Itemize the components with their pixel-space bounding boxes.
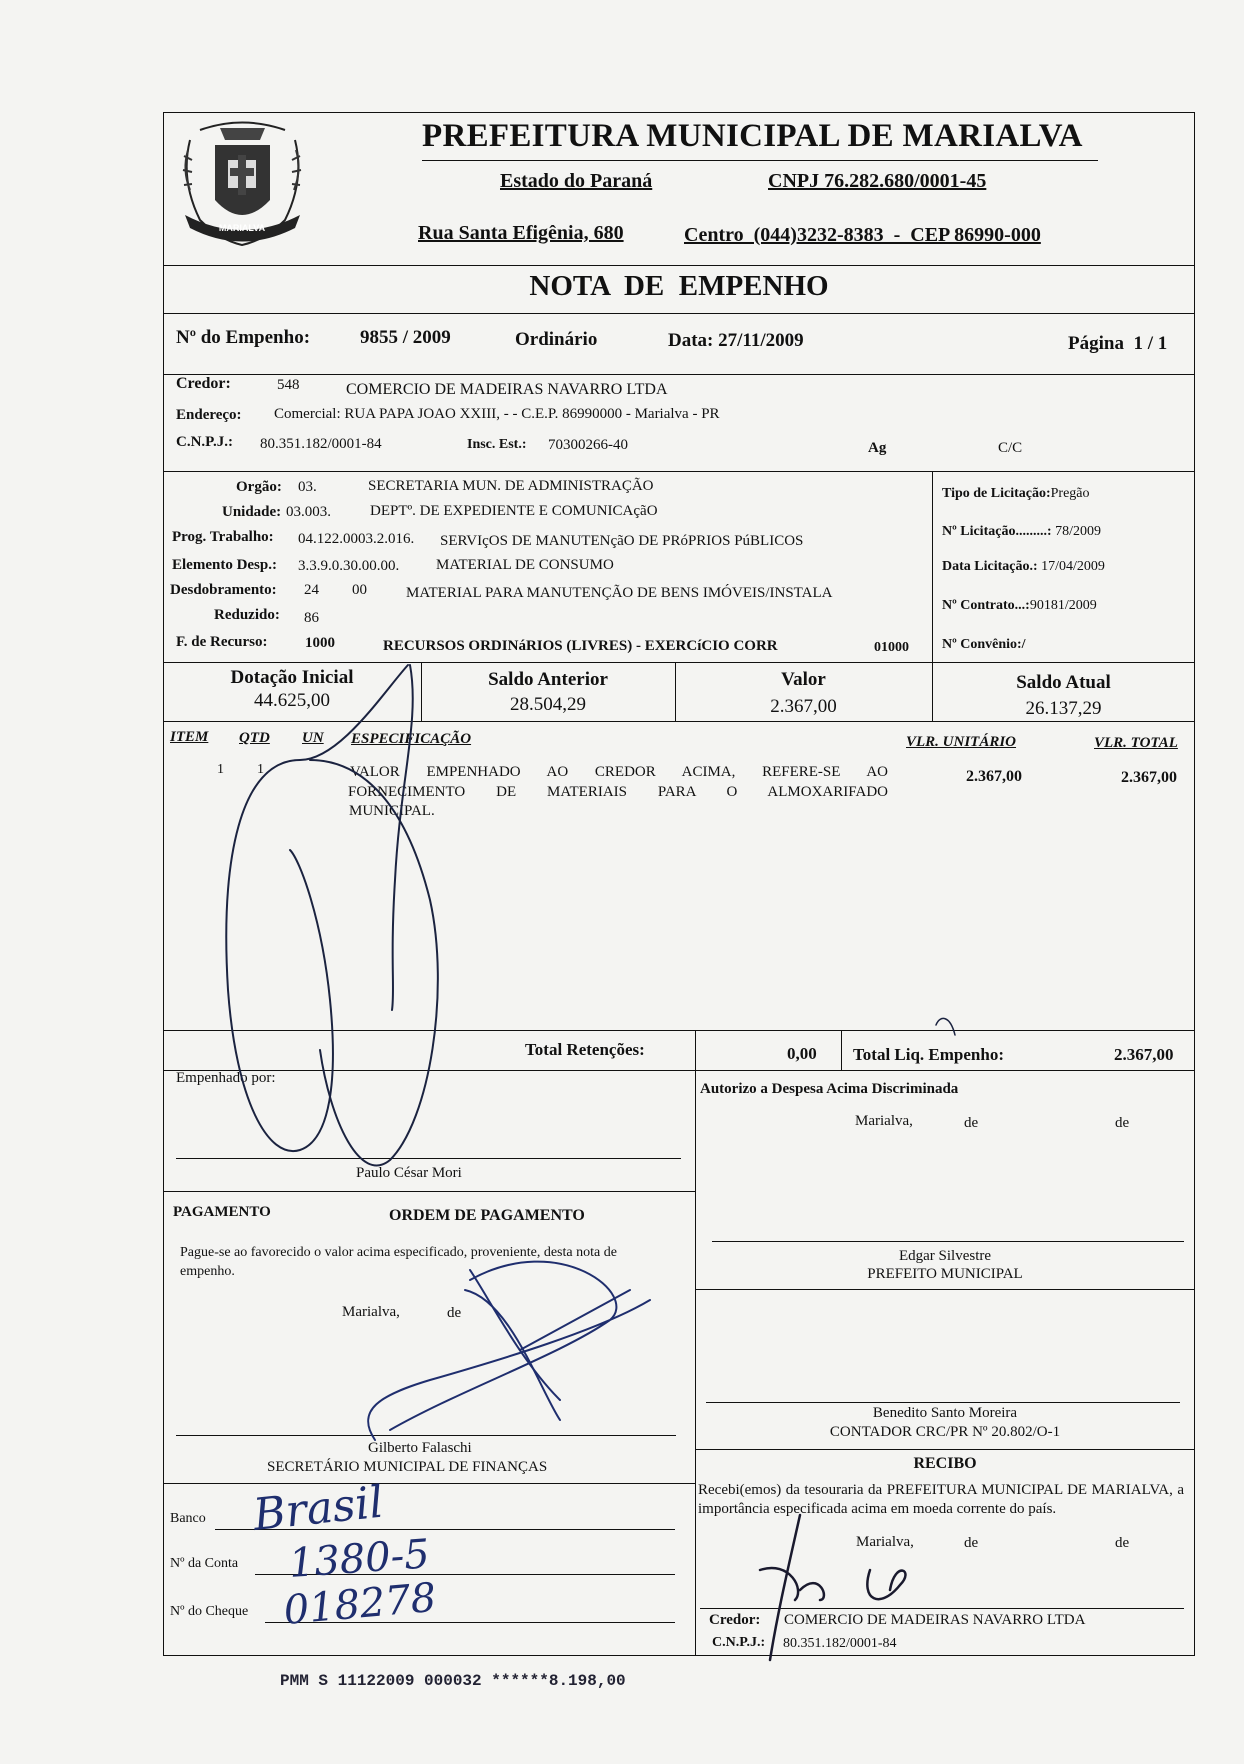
total-retencoes: 0,00 (787, 1044, 817, 1063)
credor-codigo: 548 (277, 377, 300, 393)
pagamento-local: Marialva, (342, 1304, 400, 1320)
saldo-anterior-label: Saldo Anterior (488, 669, 608, 690)
divider (163, 374, 1195, 375)
numero-licitacao (942, 524, 1101, 540)
cnpj-credor: 80.351.182/0001-84 (260, 436, 382, 452)
pagamento-label: PAGAMENTO (173, 1204, 271, 1220)
numero-convenio-label: Nº Convênio:/ (942, 637, 1026, 652)
municipal-crest-icon (170, 110, 315, 255)
credor-endereco: Comercial: RUA PAPA JOAO XXIII, - - C.E.P. 86990000 - Marialva - PR (274, 406, 720, 422)
divider (163, 313, 1195, 314)
assinatura-linha-prefeito (712, 1241, 1184, 1242)
prog-trabalho-nome: SERVIçOS DE MANUTENçãO DE PRóPRIOS PúBLICOS (440, 533, 804, 549)
conta-label: Nº da Conta (170, 1556, 239, 1571)
document-title: NOTA DE EMPENHO (529, 270, 829, 302)
divider (163, 1070, 1195, 1071)
ordem-pagamento: ORDEM DE PAGAMENTO (389, 1207, 585, 1224)
dotacao-inicial: 44.625,00 (254, 690, 330, 711)
orgao-codigo: 03. (298, 479, 317, 495)
fonte-recurso-codigo-2: 01000 (874, 640, 909, 655)
divider (841, 1030, 842, 1070)
recibo-de-2: de (1115, 1535, 1130, 1551)
cnpj-credor-label: C.N.P.J.: (176, 434, 233, 450)
divider (695, 1030, 696, 1070)
divider (163, 471, 1195, 472)
prefeito-nome: Edgar Silvestre (898, 1248, 992, 1264)
item-numero: 1 (217, 762, 224, 777)
desdobramento-label: Desdobramento: (170, 582, 277, 598)
fonte-recurso-nome: RECURSOS ORDINáRIOS (LIVRES) - EXERCíCIO CORR (383, 638, 778, 654)
desdobramento-codigo-2: 00 (352, 582, 367, 598)
valor: 2.367,00 (770, 696, 837, 717)
numero-empenho: 9855 / 2009 (360, 327, 451, 348)
recibo-credor: COMERCIO DE MADEIRAS NAVARRO LTDA (784, 1612, 1086, 1628)
divider (163, 1483, 695, 1484)
empenhado-por-label: Empenhado por: (176, 1070, 276, 1086)
col-header-un: UN (302, 730, 324, 746)
valor-label: Valor (781, 669, 826, 690)
divider (695, 1449, 1195, 1450)
cheque-linha (265, 1622, 675, 1623)
autorizo-de-1: de (964, 1115, 979, 1131)
divider (695, 1070, 696, 1656)
elemento-desp-label: Elemento Desp.: (172, 557, 277, 573)
tipo-empenho: Ordinário (515, 329, 598, 350)
numero-contrato-label: Nº Contrato...: (942, 598, 1030, 613)
cheque-label: Nº do Cheque (170, 1604, 249, 1619)
item-vlr-total: 2.367,00 (1121, 769, 1177, 786)
prefeito-cargo: PREFEITO MUNICIPAL (867, 1266, 1023, 1282)
pagina: Página 1 / 1 (1068, 333, 1168, 354)
crest-banner-text: MARIALVA (218, 223, 266, 233)
saldo-atual-label: Saldo Atual (1016, 672, 1111, 693)
data-empenho: Data: 27/11/2009 (668, 330, 804, 351)
assinatura-linha-recibo (700, 1608, 1184, 1609)
col-header-especificacao: ESPECIFICAÇÃO (351, 731, 472, 747)
empenhado-nome: Paulo César Mori (356, 1165, 462, 1181)
conta-corrente-label: C/C (998, 440, 1023, 456)
recibo-cnpj-label: C.N.P.J.: (712, 1635, 766, 1650)
conta-linha (255, 1574, 675, 1575)
insc-est-label: Insc. Est.: (467, 437, 527, 452)
assinatura-linha-empenho (176, 1158, 681, 1159)
dotacao-inicial-label: Dotação Inicial (230, 667, 354, 688)
contador-nome: Benedito Santo Moreira (872, 1405, 1018, 1421)
autorizo-despesa: Autorizo a Despesa Acima Discriminada (700, 1081, 959, 1097)
endereco-label: Endereço: (176, 407, 242, 423)
desdobramento-nome: MATERIAL PARA MANUTENÇÃO DE BENS IMÓVEIS/INSTALA (406, 585, 833, 601)
contato-prefeitura: Centro (044)3232-8383 - CEP 86990-000 (684, 224, 1041, 246)
carimbo-pagamento: PMM S 11122009 000032 ******8.198,00 (280, 1672, 626, 1690)
prog-trabalho-label: Prog. Trabalho: (172, 529, 274, 545)
orgao-nome: SECRETARIA MUN. DE ADMINISTRAÇÃO (368, 478, 654, 494)
total-liquido-label: Total Liq. Empenho: (853, 1045, 1004, 1064)
secretario-nome: Gilberto Falaschi (368, 1440, 472, 1456)
estado-label: Estado do Paraná (500, 170, 653, 192)
autorizo-de-2: de (1115, 1115, 1130, 1131)
col-header-qtd: QTD (239, 730, 270, 746)
total-liquido: 2.367,00 (1114, 1045, 1174, 1064)
pagamento-de: de (447, 1305, 462, 1321)
handwritten-cheque: 018278 (281, 1574, 438, 1634)
numero-contrato-valor: 90181/2009 (1029, 598, 1097, 613)
credor-nome: COMERCIO DE MADEIRAS NAVARRO LTDA (346, 381, 668, 398)
reduzido: 86 (304, 610, 319, 626)
col-header-vlr-total: VLR. TOTAL (1094, 735, 1178, 751)
contador-cargo: CONTADOR CRC/PR Nº 20.802/O-1 (829, 1424, 1061, 1440)
col-header-vlr-unitario: VLR. UNITÁRIO (906, 734, 1017, 750)
endereco-prefeitura: Rua Santa Efigênia, 680 (418, 222, 624, 244)
item-especificacao-linha-3: MUNICIPAL. (349, 803, 435, 819)
total-retencoes-label: Total Retenções: (525, 1040, 645, 1059)
col-header-item: ITEM (170, 729, 209, 745)
saldo-anterior: 28.504,29 (510, 694, 586, 715)
tipo-licitacao-label: Tipo de Licitação: (942, 486, 1051, 501)
prefeitura-title: PREFEITURA MUNICIPAL DE MARIALVA (422, 118, 1083, 154)
recibo-title: RECIBO (913, 1455, 977, 1472)
item-qtd: 1 (257, 762, 264, 777)
recibo-credor-label: Credor: (709, 1612, 761, 1628)
fonte-recurso-codigo: 1000 (305, 635, 335, 651)
autorizo-local: Marialva, (855, 1113, 913, 1129)
data-licitacao (942, 559, 1105, 575)
data-licitacao-valor: 17/04/2009 (1041, 559, 1105, 574)
item-especificacao-linha-2: FORNECIMENTO DE MATERIAIS PARA O ALMOXARIFADO (348, 784, 888, 800)
secretario-cargo: SECRETÁRIO MUNICIPAL DE FINANÇAS (267, 1459, 548, 1475)
divider (932, 472, 933, 662)
divider (163, 662, 1195, 663)
elemento-desp-nome: MATERIAL DE CONSUMO (436, 557, 614, 573)
insc-est: 70300266-40 (548, 437, 628, 453)
banco-label: Banco (170, 1511, 206, 1526)
numero-licitacao-valor: 78/2009 (1055, 524, 1101, 539)
divider (163, 721, 1195, 722)
numero-empenho-label: Nº do Empenho: (176, 327, 311, 348)
tipo-licitacao-valor: Pregão (1050, 486, 1090, 501)
recibo-cnpj: 80.351.182/0001-84 (783, 1636, 897, 1651)
handwritten-banco: Brasil (250, 1476, 386, 1541)
agencia-label: Ag (868, 440, 887, 456)
divider (163, 1191, 695, 1192)
orgao-label: Orgão: (236, 479, 282, 495)
recibo-local: Marialva, (856, 1534, 914, 1550)
unidade-nome: DEPTº. DE EXPEDIENTE E COMUNICAçãO (370, 503, 658, 519)
cnpj-prefeitura: CNPJ 76.282.680/0001-45 (768, 170, 987, 192)
numero-contrato (942, 598, 1097, 614)
fonte-recurso-label: F. de Recurso: (176, 634, 268, 650)
banco-linha (215, 1529, 675, 1530)
assinatura-linha-secretario (176, 1435, 676, 1436)
item-especificacao-linha-1: VALOR EMPENHADO AO CREDOR ACIMA, REFERE-SE AO (350, 764, 888, 780)
desdobramento-codigo: 24 (304, 582, 319, 598)
assinatura-linha-contador (706, 1402, 1180, 1403)
numero-licitacao-label: Nº Licitação.........: (942, 524, 1052, 539)
credor-label: Credor: (176, 375, 231, 392)
handwritten-conta: 1380-5 (287, 1531, 432, 1587)
recibo-de-1: de (964, 1535, 979, 1551)
unidade-label: Unidade: (222, 504, 282, 520)
divider (695, 1289, 1195, 1290)
title-underline (422, 160, 1098, 161)
item-vlr-unitario: 2.367,00 (966, 768, 1022, 785)
reduzido-label: Reduzido: (214, 607, 280, 623)
saldo-atual: 26.137,29 (1025, 698, 1102, 719)
data-licitacao-label: Data Licitação.: (942, 559, 1038, 574)
elemento-desp-codigo: 3.3.9.0.30.00.00. (298, 558, 400, 574)
divider (163, 265, 1195, 266)
tipo-licitacao (942, 486, 1090, 502)
prog-trabalho-codigo: 04.122.0003.2.016. (298, 531, 415, 547)
pagamento-texto: Pague-se ao favorecido o valor acima especificado, proveniente, desta nota de empenho. (180, 1245, 617, 1279)
divider (163, 1030, 1195, 1031)
unidade-codigo: 03.003. (286, 504, 331, 520)
recibo-texto: Recebi(emos) da tesouraria da PREFEITURA MUNICIPAL DE MARIALVA, a importância especificada acima em moeda corrente do país. (698, 1482, 1184, 1517)
